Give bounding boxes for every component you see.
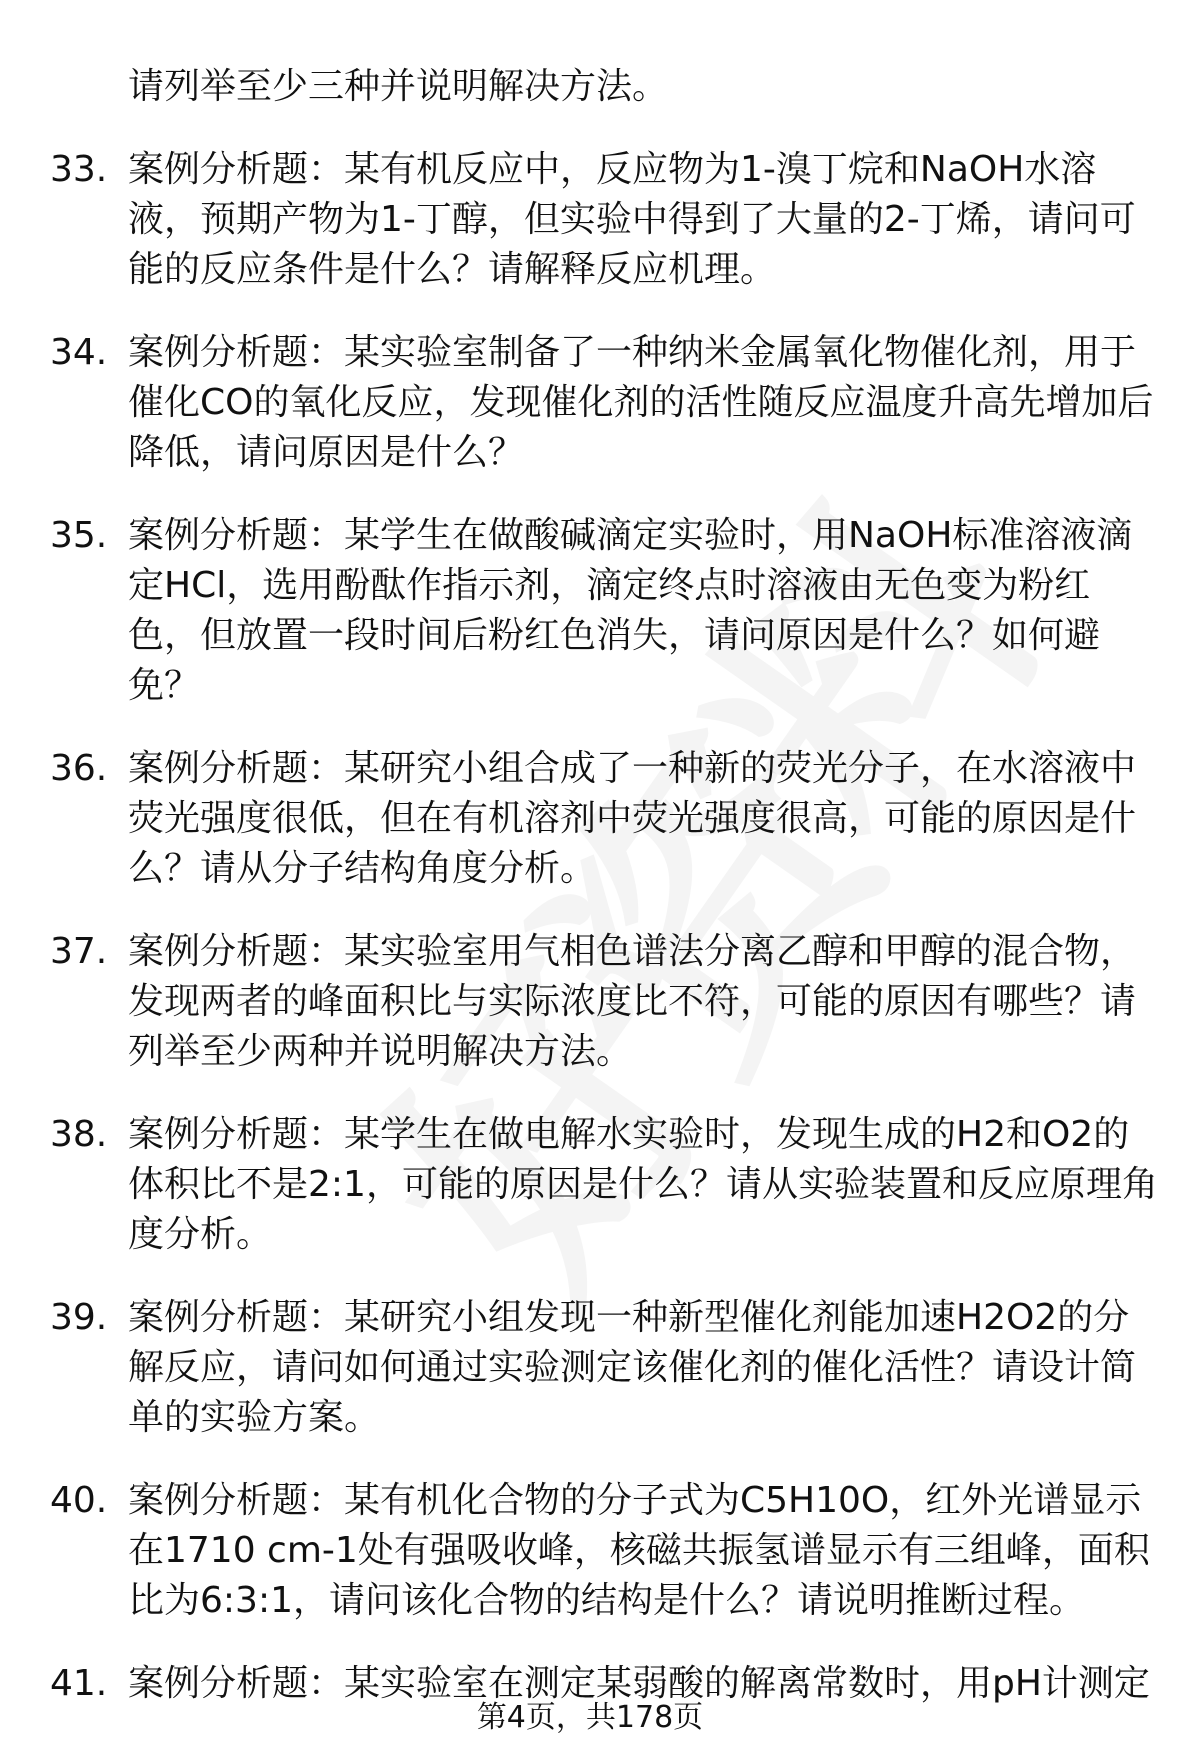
question-39 (0, 1293, 1200, 1443)
text-line: 液，预期产物为1-丁醇，但实验中得到了大量的2-丁烯，请问可 (128, 199, 1136, 240)
text-line: 案例分析题：某实验室制备了一种纳米金属氧化物催化剂，用于 (128, 332, 1137, 373)
page-number-label: 第4页，共178页 (476, 1700, 704, 1735)
text-line: 催化CO的氧化反应，发现催化剂的活性随反应温度升高先增加后 (128, 382, 1154, 423)
question-33 (0, 145, 1200, 295)
question-number: 40. (50, 1480, 108, 1521)
text-line: 案例分析题：某研究小组合成了一种新的荧光分子，在水溶液中 (128, 748, 1137, 789)
question-40 (0, 1476, 1200, 1626)
question-number: 41. (50, 1663, 108, 1704)
text-line: 在1710 cm-1处有强吸收峰，核磁共振氢谱显示有三组峰，面积 (128, 1530, 1150, 1571)
question-37 (0, 927, 1200, 1077)
question-34 (0, 328, 1200, 478)
continuation-text (0, 62, 1200, 112)
text-line: 列举至少两种并说明解决方法。 (128, 1031, 633, 1072)
text-line: 解反应，请问如何通过实验测定该催化剂的催化活性？请设计简 (128, 1347, 1137, 1388)
text-line: 能的反应条件是什么？请解释反应机理。 (128, 249, 777, 290)
text-line: 案例分析题：某研究小组发现一种新型催化剂能加速H2O2的分 (128, 1297, 1130, 1338)
text-line: 度分析。 (128, 1214, 273, 1255)
text-line: 案例分析题：某有机化合物的分子式为C5H10O，红外光谱显示 (128, 1480, 1142, 1521)
question-number: 33. (50, 149, 108, 190)
question-38 (0, 1110, 1200, 1260)
text-line: 降低，请问原因是什么？ (128, 432, 525, 473)
text-line: 发现两者的峰面积比与实际浓度比不符，可能的原因有哪些？请 (128, 981, 1137, 1022)
question-number: 35. (50, 515, 108, 556)
text-line: 案例分析题：某实验室在测定某弱酸的解离常数时，用pH计测定 (128, 1663, 1150, 1704)
text-line: 色，但放置一段时间后粉红色消失，请问原因是什么？如何避 (128, 615, 1101, 656)
text-line: 案例分析题：某学生在做酸碱滴定实验时，用NaOH标准溶液滴 (128, 515, 1133, 556)
question-number: 36. (50, 748, 108, 789)
text-line: 案例分析题：某学生在做电解水实验时，发现生成的H2和O2的 (128, 1114, 1130, 1155)
page-footer (0, 1698, 1200, 1738)
text-line: 案例分析题：某实验室用气相色谱法分离乙醇和甲醇的混合物， (128, 931, 1137, 972)
text-line: 么？请从分子结构角度分析。 (128, 848, 597, 889)
question-number: 38. (50, 1114, 108, 1155)
question-36 (0, 744, 1200, 894)
text-line: 免？ (128, 665, 201, 706)
text-line: 比为6:3:1，请问该化合物的结构是什么？请说明推断过程。 (128, 1580, 1085, 1621)
question-number: 37. (50, 931, 108, 972)
text-line: 荧光强度很低，但在有机溶剂中荧光强度很高，可能的原因是什 (128, 798, 1137, 839)
question-35 (0, 511, 1200, 711)
question-number: 39. (50, 1297, 108, 1338)
text-line: 单的实验方案。 (128, 1397, 381, 1438)
question-number: 34. (50, 332, 108, 373)
text-line: 定HCl，选用酚酞作指示剂，滴定终点时溶液由无色变为粉红 (128, 565, 1091, 606)
text-line: 请列举至少三种并说明解决方法。 (128, 66, 669, 107)
text-line: 案例分析题：某有机反应中，反应物为1-溴丁烷和NaOH水溶 (128, 149, 1097, 190)
text-line: 体积比不是2:1，可能的原因是什么？请从实验装置和反应原理角 (128, 1164, 1158, 1205)
